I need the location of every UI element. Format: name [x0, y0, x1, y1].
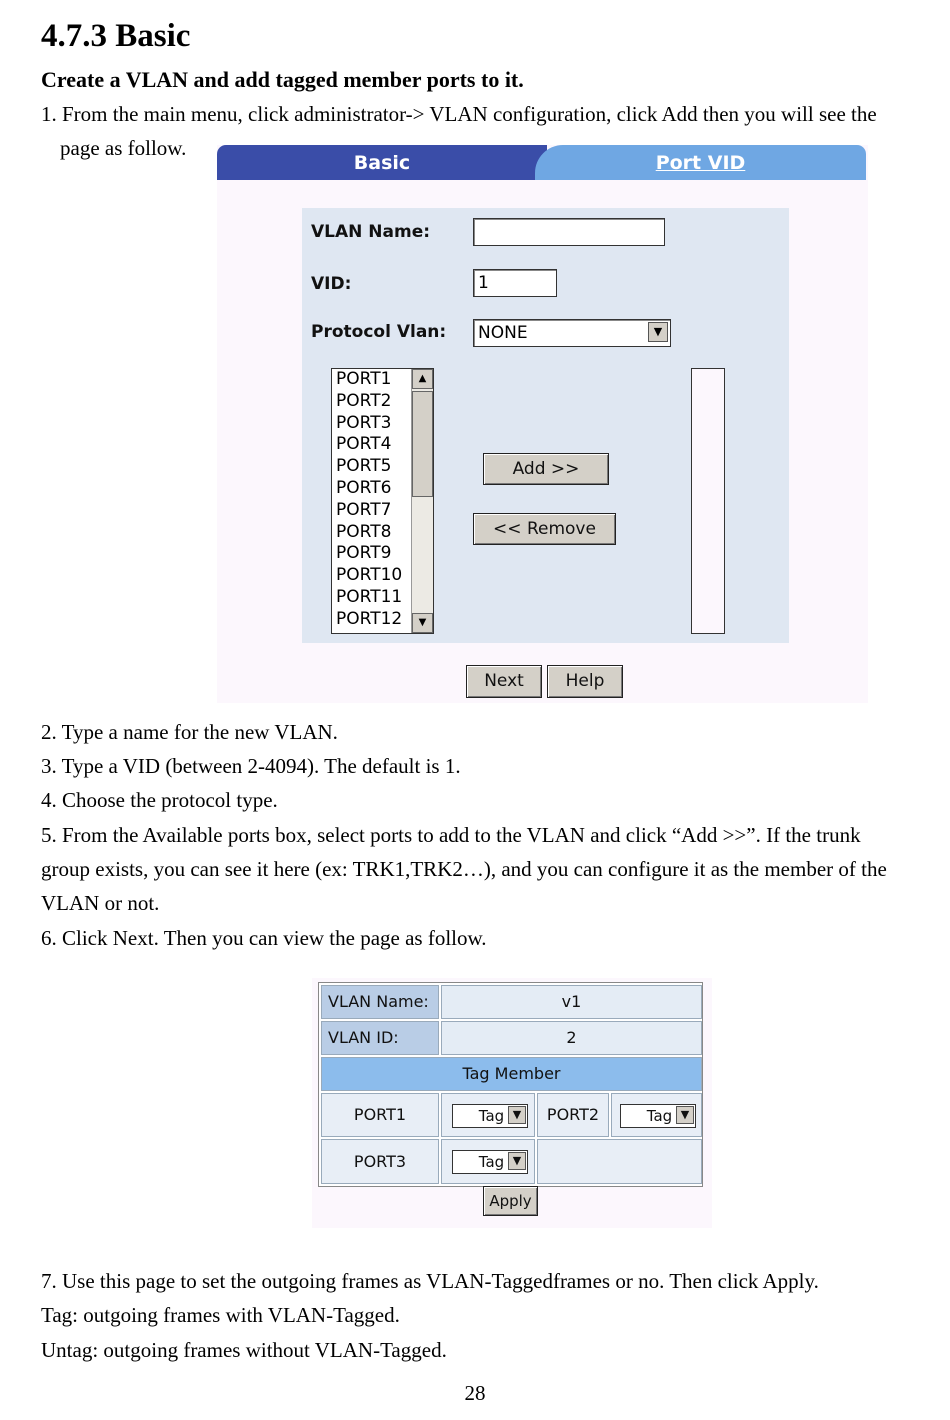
- vlan-basic-screenshot: [217, 145, 868, 703]
- port3-label: PORT3: [321, 1139, 439, 1184]
- list-item[interactable]: PORT3: [336, 412, 392, 433]
- protocol-vlan-value: NONE: [478, 323, 528, 343]
- step-5-line-2: group exists, you can see it here (ex: TRK1,TRK2…), and you can configure it as the member of the: [41, 857, 887, 881]
- list-item[interactable]: PORT11: [336, 586, 403, 607]
- port2-tag-select[interactable]: [620, 1104, 696, 1128]
- vlan-id-value: 2: [441, 1021, 702, 1055]
- tab-port-vid[interactable]: [535, 145, 866, 180]
- tag-member-header: Tag Member: [321, 1057, 702, 1091]
- step-6: 6. Click Next. Then you can view the page as follow.: [41, 926, 487, 950]
- remove-port-button[interactable]: << Remove: [473, 513, 616, 545]
- list-item[interactable]: PORT9: [336, 543, 392, 564]
- port2-label: PORT2: [537, 1093, 609, 1137]
- step-3: 3. Type a VID (between 2-4094). The default is 1.: [41, 754, 461, 778]
- tab-basic[interactable]: Basic: [217, 145, 547, 180]
- chevron-down-icon[interactable]: ▼: [676, 1106, 694, 1124]
- list-item[interactable]: PORT4: [336, 434, 392, 455]
- port1-tag-select[interactable]: [452, 1104, 528, 1128]
- scroll-up-icon[interactable]: ▲: [412, 369, 433, 389]
- step-1-line-1: 1. From the main menu, click administrator-> VLAN configuration, click Add then you will see the: [41, 102, 877, 126]
- list-item[interactable]: PORT7: [336, 499, 392, 520]
- protocol-vlan-label: Protocol Vlan:: [311, 322, 447, 342]
- vlan-form-panel: [302, 208, 789, 643]
- help-button[interactable]: Help: [547, 665, 623, 698]
- vlan-name-input[interactable]: [473, 218, 665, 246]
- untag-description: Untag: outgoing frames without VLAN-Tagged.: [41, 1338, 447, 1362]
- step-7: 7. Use this page to set the outgoing frames as VLAN-Taggedframes or no. Then click Apply.: [41, 1269, 819, 1293]
- add-port-button[interactable]: Add >>: [483, 453, 609, 485]
- vid-input[interactable]: 1: [473, 269, 557, 297]
- step-2: 2. Type a name for the new VLAN.: [41, 720, 338, 744]
- port3-tag-value: Tag: [478, 1153, 505, 1171]
- scroll-down-icon[interactable]: ▼: [412, 613, 433, 633]
- vlan-summary-table: [318, 982, 703, 1187]
- port2-cell: [611, 1093, 702, 1137]
- list-item[interactable]: PORT2: [336, 390, 392, 411]
- vlan-id-label: VLAN ID:: [321, 1021, 439, 1055]
- step-4: 4. Choose the protocol type.: [41, 788, 278, 812]
- member-ports-list[interactable]: [691, 368, 725, 634]
- step-5-line-3: VLAN or not.: [41, 891, 160, 915]
- vid-label: VID:: [311, 274, 352, 294]
- vlan-name-label: VLAN Name:: [311, 222, 431, 242]
- list-item[interactable]: PORT5: [336, 456, 392, 477]
- protocol-vlan-select[interactable]: [473, 319, 671, 347]
- chevron-down-icon[interactable]: ▼: [508, 1152, 526, 1170]
- section-heading: 4.7.3 Basic: [41, 18, 191, 54]
- list-item[interactable]: PORT1: [336, 369, 392, 389]
- list-item[interactable]: PORT8: [336, 521, 392, 542]
- list-item[interactable]: PORT10: [336, 565, 403, 586]
- port1-tag-value: Tag: [478, 1107, 505, 1125]
- list-item[interactable]: PORT6: [336, 477, 392, 498]
- apply-button[interactable]: Apply: [483, 1186, 538, 1216]
- chevron-down-icon[interactable]: ▼: [508, 1106, 526, 1124]
- page-number: 28: [464, 1381, 486, 1405]
- available-ports-list[interactable]: [331, 368, 434, 634]
- step-5-line-1: 5. From the Available ports box, select ports to add to the VLAN and click “Add >>”. If the trunk: [41, 823, 861, 847]
- vlan-name-value: v1: [441, 985, 702, 1019]
- empty-cell: [537, 1139, 702, 1184]
- port3-tag-select[interactable]: [452, 1150, 528, 1174]
- port1-label: PORT1: [321, 1093, 439, 1137]
- port2-tag-value: Tag: [646, 1107, 673, 1125]
- step-1-line-2: page as follow.: [60, 136, 187, 160]
- list-item[interactable]: PORT12: [336, 608, 403, 629]
- scrollbar-thumb[interactable]: [412, 391, 433, 497]
- subheading: Create a VLAN and add tagged member ports to it.: [41, 67, 524, 92]
- tab-port-vid-label[interactable]: Port VID: [655, 152, 746, 174]
- vlan-name-label: VLAN Name:: [321, 985, 439, 1019]
- port1-cell: [441, 1093, 535, 1137]
- tag-member-screenshot: [312, 978, 712, 1228]
- chevron-down-icon[interactable]: ▼: [648, 322, 668, 342]
- tag-description: Tag: outgoing frames with VLAN-Tagged.: [41, 1303, 400, 1327]
- port3-cell: [441, 1139, 535, 1184]
- next-button[interactable]: Next: [466, 665, 542, 698]
- ports-scrollbar[interactable]: [411, 369, 433, 633]
